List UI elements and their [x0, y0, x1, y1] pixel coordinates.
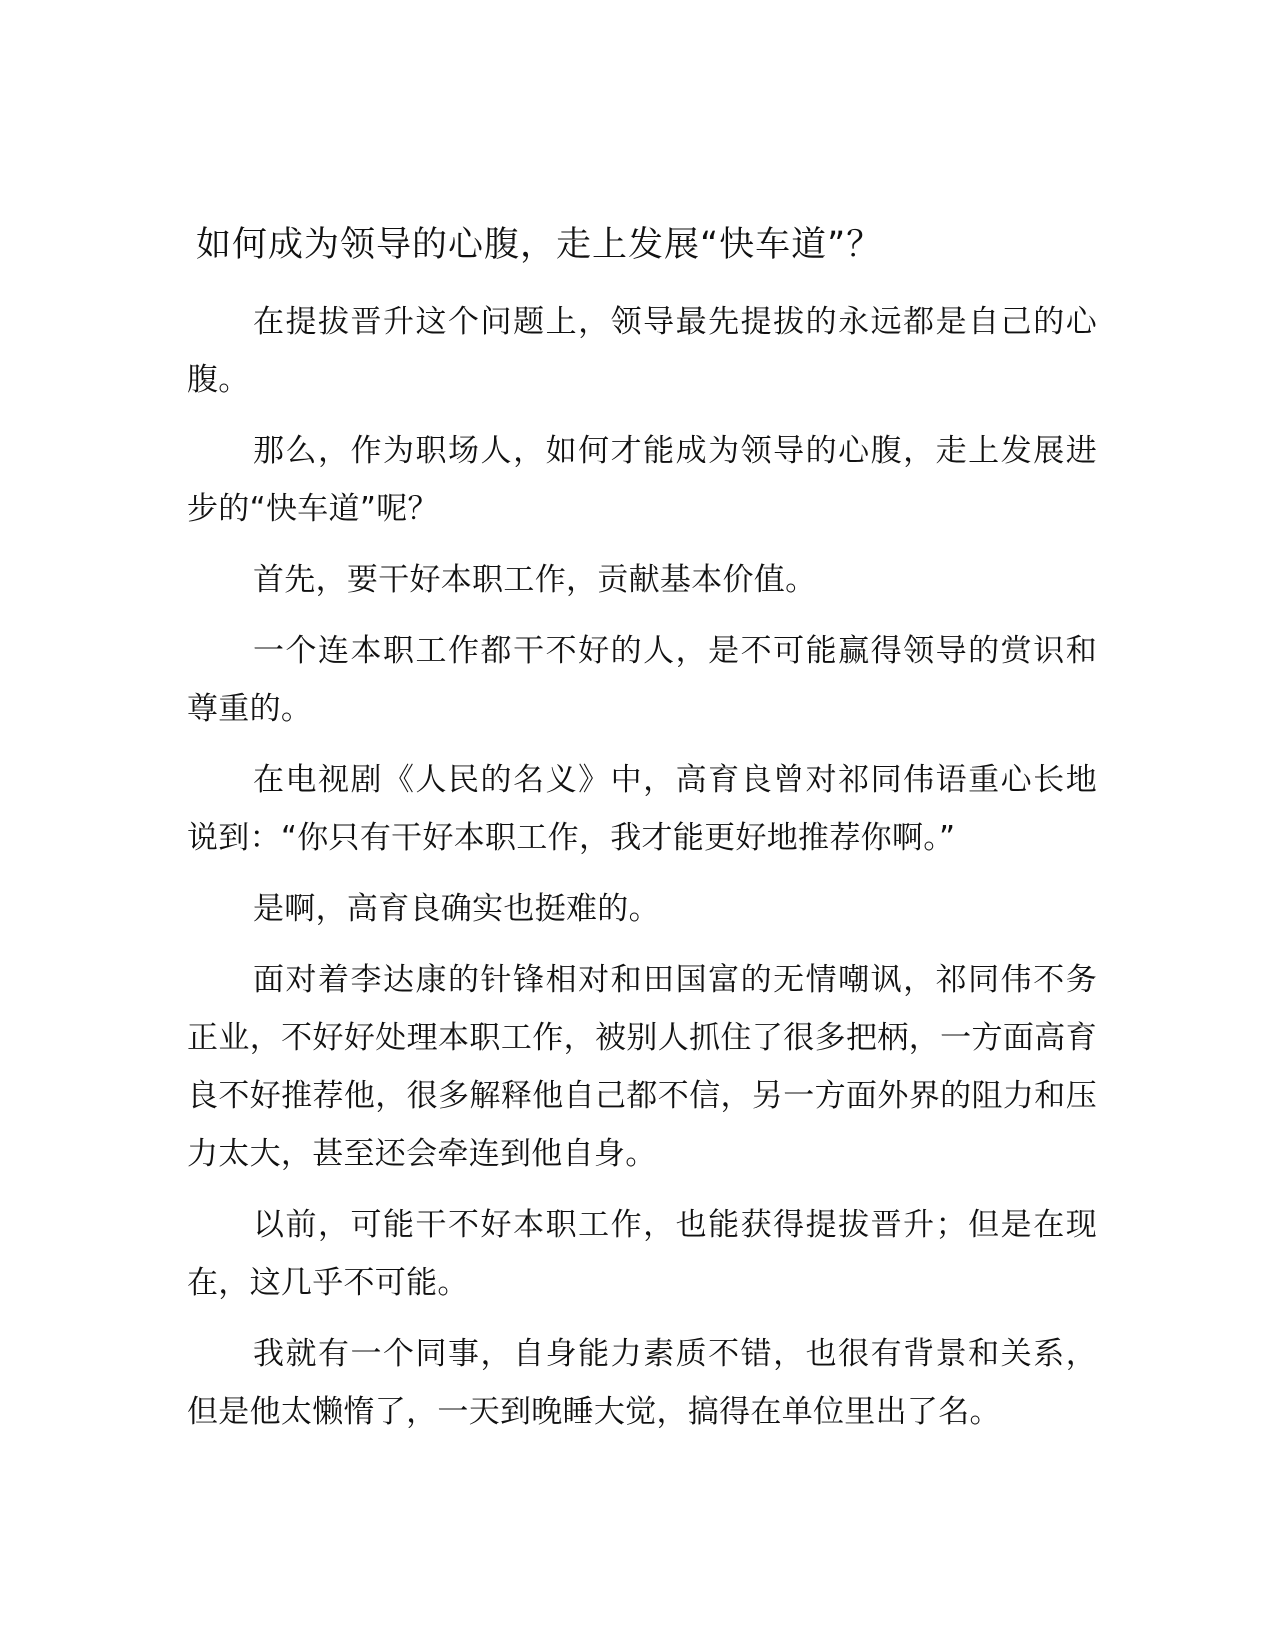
paragraph-1: 在提拔晋升这个问题上，领导最先提拔的永远都是自己的心腹。 — [187, 304, 1097, 398]
paragraph-7: 面对着李达康的针锋相对和田国富的无情嘲讽，祁同伟不务正业，不好好处理本职工作，被别人抓住了很多把柄，一方面高育良不好推荐他，很多解释他自己都不信，另一方面外界的阻力和压力太大，甚至还会牵连到他自身。 — [187, 962, 1097, 1172]
article-title: 如何成为领导的心腹，走上发展“快车道”？ — [196, 225, 883, 265]
article-body — [187, 293, 1097, 1454]
paragraph-9: 我就有一个同事，自身能力素质不错，也很有背景和关系，但是他太懒惰了，一天到晚睡大觉，搞得在单位里出了名。 — [187, 1336, 1097, 1430]
paragraph-2: 那么，作为职场人，如何才能成为领导的心腹，走上发展进步的“快车道”呢？ — [187, 433, 1097, 527]
paragraph-4: 一个连本职工作都干不好的人，是不可能赢得领导的赏识和尊重的。 — [187, 633, 1097, 727]
paragraph-3: 首先，要干好本职工作，贡献基本价值。 — [253, 562, 817, 598]
paragraph-5: 在电视剧《人民的名义》中，高育良曾对祁同伟语重心长地说到：“你只有干好本职工作，我才能更好地推荐你啊。” — [187, 762, 1097, 856]
paragraph-8: 以前，可能干不好本职工作，也能获得提拔晋升；但是在现在，这几乎不可能。 — [187, 1207, 1097, 1301]
paragraph-6: 是啊，高育良确实也挺难的。 — [253, 891, 660, 927]
